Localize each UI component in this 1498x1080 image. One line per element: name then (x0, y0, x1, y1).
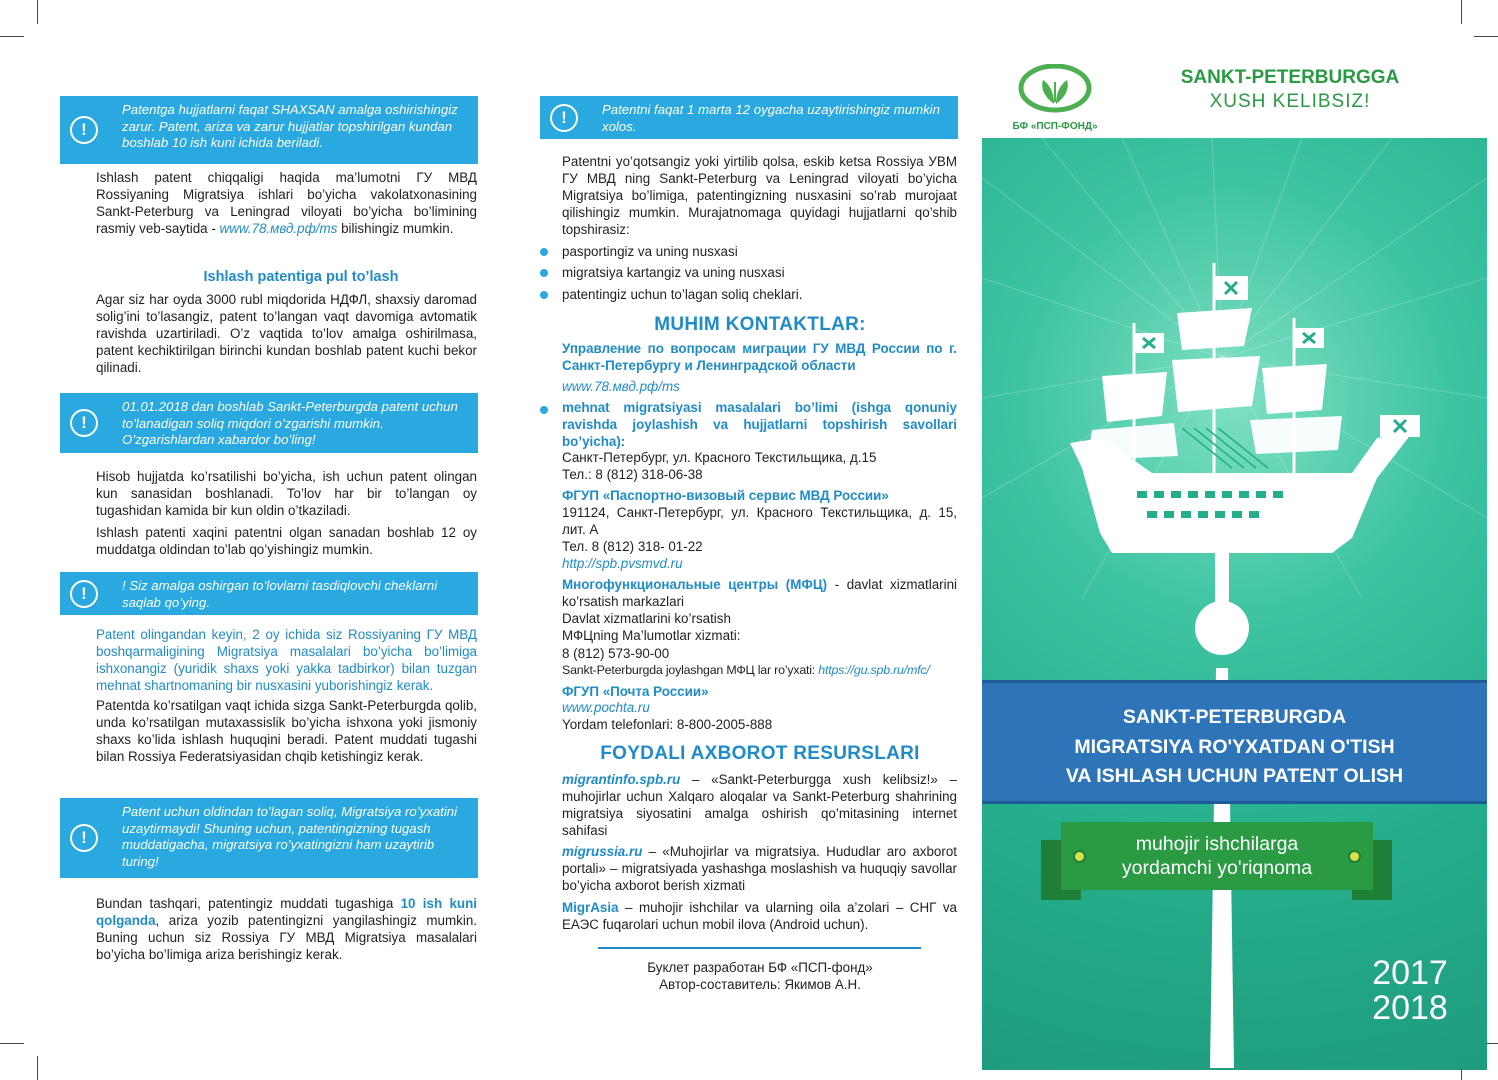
welcome-subtitle: XUSH KELIBSIZ! (1209, 91, 1371, 112)
info-box-tax-change (60, 393, 478, 453)
band-title-line: VA ISHLASH UCHUN PATENT OLISH (1065, 765, 1404, 787)
resources-heading: FOYDALI AXBOROT RESURSLARI (600, 743, 920, 764)
welcome-title: SANKT-PETERBURGGA (1180, 67, 1400, 88)
info-box-text: Patentni faqat 1 marta 12 oygacha uzaytirishingiz mumkin xolos. (602, 102, 940, 134)
contact-address: 191124, Санкт-Петербург, ул. Красного Текстильщика, д. 15, лит. А (562, 505, 957, 537)
contact-mfc-list: Sankt-Peterburgda joylashgan МФЦ lar ro’yxati: https://gu.spb.ru/mfc/ (562, 663, 930, 677)
resource-item: migrantinfo.spb.ru – «Sankt-Peterburgga xush kelibsiz!» – muhojirlar uchun Xalqaro aloqalar va Sankt-Peterburg shahrining migratsiya siyosatini amalga oshirish qo’mitasining internet sahifasi (562, 772, 957, 838)
exclamation-icon: ! (550, 104, 578, 132)
payment-paragraph: Agar siz har oyda 3000 rubl miqdorida НДФЛ, shaxsiy daromad solig’ini to’lasangiz, patent to’langan vaqt davomiga avtomatik ravishda uzartiriladi. O’z vaqtida to’lov amalga oshirilmasa, patent kechiktirilgan birinchi kundan boshlab patent kuchi bekor qilinadi. (96, 292, 477, 375)
subtitle-ribbon (1061, 822, 1373, 890)
info-box-receipts (60, 572, 478, 615)
contract-paragraph: Patent olingandan keyin, 2 oy ichida siz Rossiyaning ГУ МВД boshqarmaligining Migratsiya masalalari bo’yicha bo’limiga ishxonangiz (yuridik shaxs yoki yakka tadbirkor) bilan tuzgan mehnat shartnomaning bir nusxasini yuborishingiz kerak. (96, 627, 477, 693)
dot-icon (1073, 850, 1086, 863)
resource-link[interactable]: migrantinfo.spb.ru (562, 772, 681, 787)
resource-item: migrussia.ru – «Muhojirlar va migratsiya. Hududlar aro axborot portali» – migratsiyada yashashga moslashish va huquqiy savollar bo’yicha axborot berish xizmati (562, 844, 957, 893)
contact-mvd-link[interactable]: www.78.мвд.рф/ms (562, 379, 680, 394)
info-box-personal-submission (60, 96, 478, 164)
contact-phone: Тел.: 8 (812) 318-06-38 (562, 467, 703, 482)
crop-mark (1474, 36, 1498, 37)
crop-mark (37, 0, 38, 24)
info-box-text: Patent uchun oldindan to’lagan soliq, Migratsiya ro’yxatini uzaytirmaydi! Shuning uchun, patentingizning tugash muddatigacha, migratsiya ro’yxatingizni ham uzaytirib turing! (122, 804, 458, 869)
contact-line: МФЦning Ma’lumotlar xizmati: (562, 628, 741, 643)
contacts-heading: MUHIM KONTAKTLAR: (654, 314, 866, 335)
payment-heading: Ishlash patentiga pul to’lash (203, 269, 399, 285)
logo-icon (1018, 64, 1092, 116)
contact-line: Davlat xizmatlarini ko’rsatish (562, 611, 731, 626)
renewal-paragraph: Bundan tashqari, patentingiz muddati tugashiga 10 ish kuni qolganda, ariza yozib patentingizni yangilashingiz mumkin. Buning uchun siz Rossiya ГУ МВД Migratsiya masalalari bo’yicha bo’limiga ariza berishingiz kerak. (96, 896, 477, 962)
contact-pochta-link[interactable]: www.pochta.ru (562, 700, 650, 715)
dot-icon (1348, 850, 1361, 863)
prepay-paragraph: Ishlash patenti xaqini patentni olgan sanadan boshlab 12 oy muddatga oldindan to’lab qo’yishingiz mumkin. (96, 525, 477, 557)
crop-mark (1461, 0, 1462, 24)
logo-text: БФ «ПСП-ФОНД» (1012, 121, 1098, 132)
crop-mark (37, 1056, 38, 1080)
contact-labor-migration: mehnat migratsiyasi masalalari bo’limi (ishga qonuniy ravishda joylashish va hujjatlarni topshirish savollari bo’yicha): (562, 400, 957, 449)
title-band (982, 680, 1487, 804)
footer-author: Автор-составитель: Якимов А.Н. (659, 977, 861, 992)
contact-phone: 8 (812) 573-90-00 (562, 646, 670, 661)
resource-link[interactable]: migrussia.ru (562, 844, 643, 859)
crop-mark (0, 1043, 24, 1044)
list-item: pasportingiz va uning nusxasi (562, 244, 738, 259)
bullet-icon (540, 248, 548, 256)
mfc-link[interactable]: https://gu.spb.ru/mfc/ (818, 663, 930, 677)
band-title-line: MIGRATSIYA RO'YXATDAN O'TISH (1074, 735, 1395, 758)
info-box-registration (60, 798, 478, 878)
bullet-icon (540, 269, 548, 277)
resource-link[interactable]: MigrAsia (562, 900, 619, 915)
list-item: migratsiya kartangiz va uning nusxasi (562, 265, 785, 280)
info-box-text: Patentga hujjatlarni faqat SHAXSAN amalga oshirishingiz zarur. Patent, ariza va zarur hujjatlar topshirilgan kundan boshlab 10 ish kuni ichida beriladi. (122, 102, 458, 150)
exclamation-icon: ! (70, 824, 98, 852)
ribbon-text-line: muhojir ishchilarga (1135, 833, 1299, 855)
resource-item: MigrAsia – muhojir ishchilar va ularning oila a’zolari – СНГ va ЕАЭС fuqarolari uchun mobil ilova (Android uchun). (562, 900, 957, 932)
exclamation-icon: ! (70, 580, 98, 608)
year-end: 2018 (1372, 989, 1448, 1027)
contact-phone: Тел. 8 (812) 318- 01-22 (562, 539, 703, 554)
ribbon-text-line: yordamchi yo'riqnoma (1121, 857, 1313, 879)
contact-phone: Yordam telefonlari: 8-800-2005-888 (562, 717, 773, 732)
mvd-website-link[interactable]: www.78.мвд.рф/ms (219, 221, 338, 236)
exclamation-icon: ! (70, 409, 98, 437)
info-box-text: 01.01.2018 dan boshlab Sankt-Peterburgda patent uchun to’lanadigan soliq miqdori o’zgarishi mumkin. O’zgarishlardan xabardor bo’ling! (122, 399, 458, 447)
bullet-icon (540, 291, 548, 299)
footer-credit: Буклет разработан БФ «ПСП-фонд» (647, 960, 873, 975)
contact-post: ФГУП «Почта России» (562, 684, 709, 699)
contact-mfc: Многофункциональные центры (МФЦ) - davlat xizmatlarini ko’rsatish markazlari (562, 577, 957, 609)
contact-pvsmvd-link[interactable]: http://spb.pvsmvd.ru (562, 556, 683, 571)
year-start: 2017 (1372, 954, 1448, 992)
contact-passport-service: ФГУП «Паспортно-визовый сервис МВД России» (562, 488, 889, 503)
cover-panel (982, 138, 1487, 1070)
divider (598, 947, 921, 949)
lost-patent-paragraph: Patentni yo’qotsangiz yoki yirtilib qolsa, eskib ketsa Rossiya УВМ ГУ МВД ning Sankt-Peterburg va Leningrad viloyati bo’yicha Migratsiya bo’limiga, patentingizning nusxasini so’rab murojaat qilishingiz mumkin. Murajatnomaga quyidagi hujjatlarni qo’shib topshirasiz: (562, 154, 957, 237)
info-box-extend-once (540, 96, 958, 139)
list-item: patentingiz uchun to’lagan soliq cheklari. (562, 287, 803, 302)
band-title-line: SANKT-PETERBURGDA (1122, 706, 1347, 728)
patent-rights-paragraph: Patentda ko’rsatilgan vaqt ichida sizga Sankt-Peterburgda qolib, unda ko’rsatilgan mutaxassislik bo’yicha ishxona yoki jismoniy shaxs ko’lida ishlash huquqini beradi. Patent muddati tugashi bilan Rossiya Federatsiyasidan chqib ketishingiz kerak. (96, 698, 477, 764)
ship-spire-illustration (982, 138, 1487, 1070)
contact-address: Санкт-Петербург, ул. Красного Текстильщика, д.15 (562, 450, 877, 465)
crop-mark (0, 36, 24, 37)
info-box-text: ! Siz amalga oshirgan to’lovlarni tasdiqlovchi cheklarni saqlab qo’ying. (122, 578, 438, 610)
exclamation-icon: ! (70, 116, 98, 144)
patent-info-paragraph: Ishlash patent chiqqaligi haqida ma’lumotni ГУ МВД Rossiyaning Migratsiya ishlari bo’yicha vakolatxonasining Sankt-Peterburg va Leningrad viloyati bo’yicha bo’limining rasmiy veb-saytida - www.78.мвд.рф/ms bilishingiz mumkin. (96, 170, 477, 236)
bullet-icon (540, 406, 548, 414)
contact-migration-dept: Управление по вопросам миграции ГУ МВД России по г. Санкт-Петербургу и Ленинградской области (562, 341, 957, 373)
billing-paragraph: Hisob hujjatda ko’rsatilishi bo’yicha, ish uchun patent olingan kun sanasidan boshlanadi. To’lov har bir to’langan oy tugashidan kamida bir kun oldin o’tkaziladi. (96, 469, 477, 518)
